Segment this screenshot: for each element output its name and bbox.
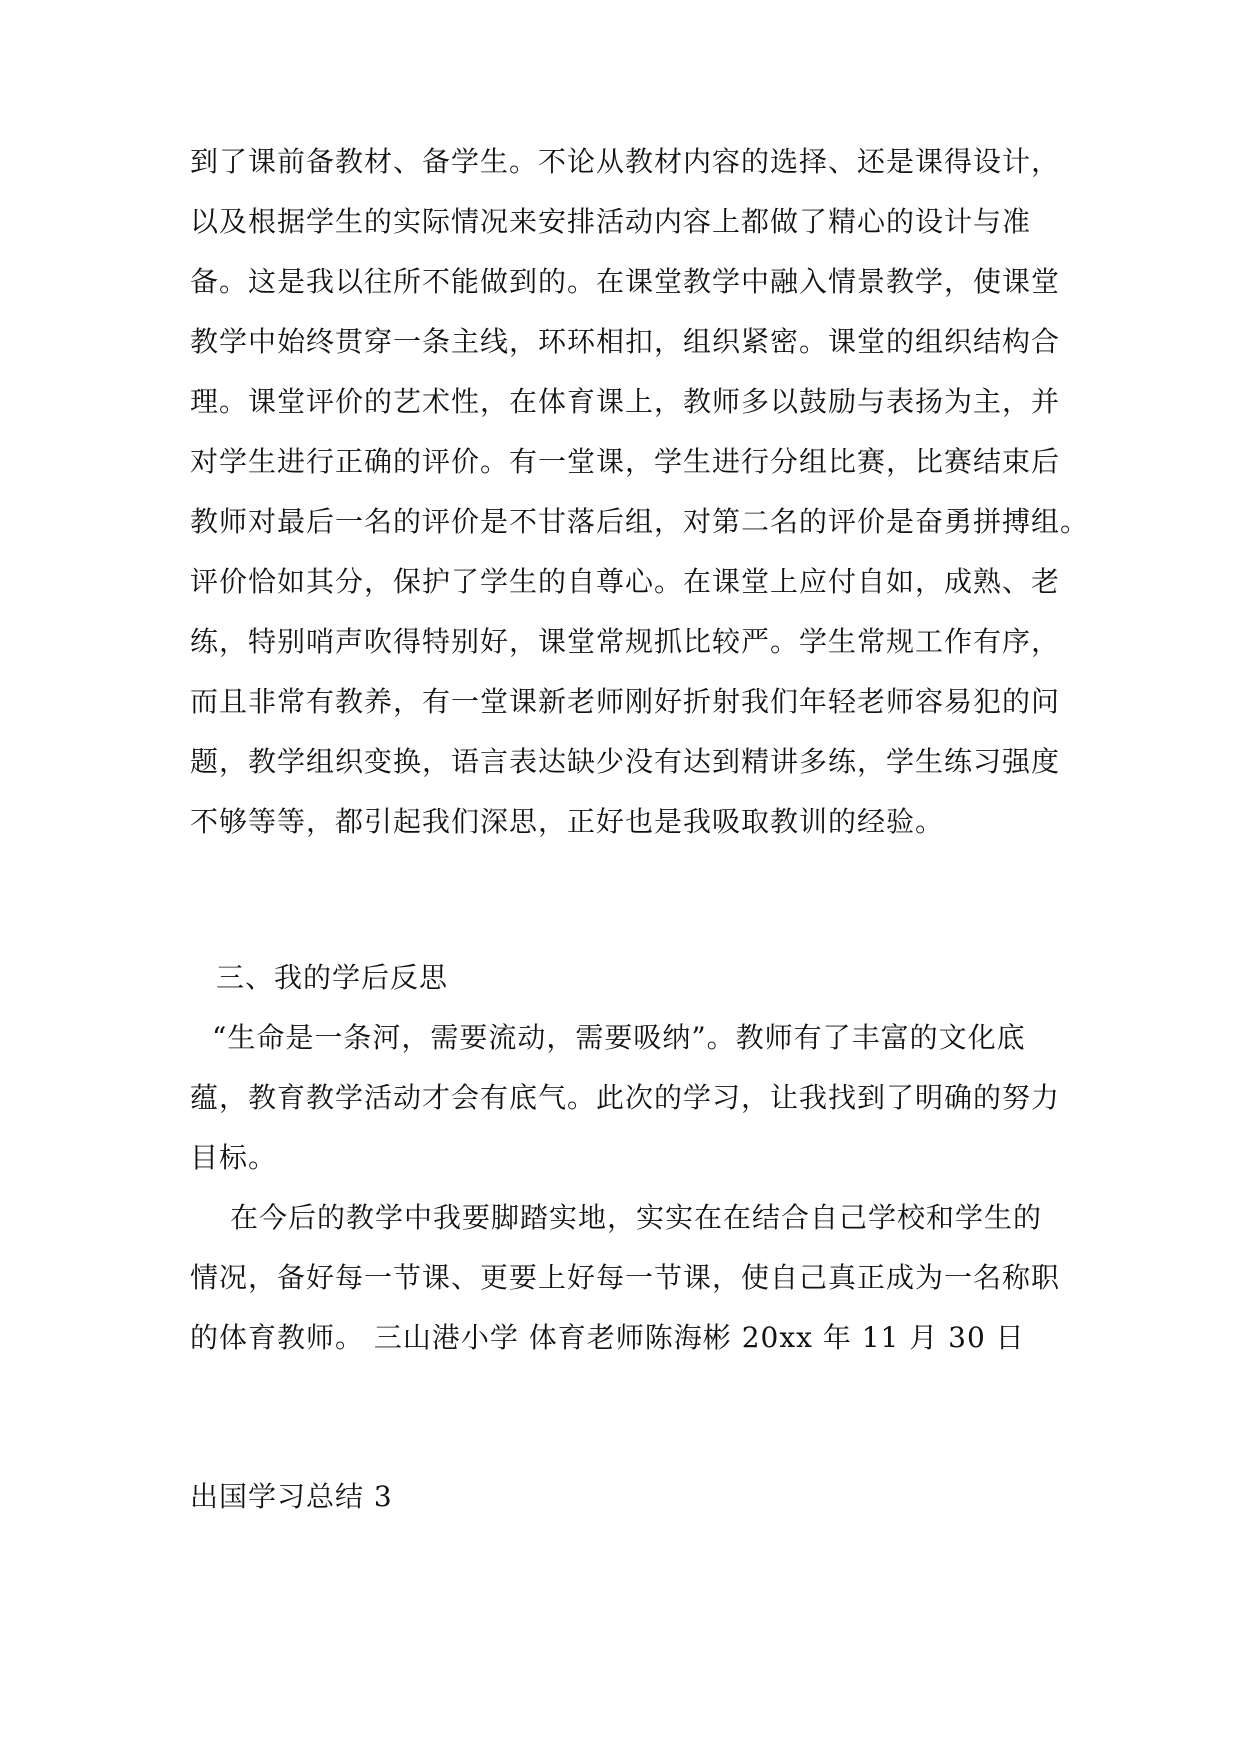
body-text-line: 教学中始终贯穿一条主线，环环相扣，组织紧密。课堂的组织结构合 [190,325,1061,358]
body-text-line: 蕴，教育教学活动才会有底气。此次的学习，让我找到了明确的努力 [190,1081,1061,1114]
body-text-line: 备。这是我以往所不能做到的。在课堂教学中融入情景教学，使课堂 [190,265,1061,298]
body-text-line: “生命是一条河，需要流动，需要吸纳”。教师有了丰富的文化底 [212,1021,1026,1054]
body-text-line: 情况，备好每一节课、更要上好每一节课，使自己真正成为一名称职 [190,1261,1061,1294]
body-text-line: 教师对最后一名的评价是不甘落后组，对第二名的评价是奋勇拼搏组。 [190,505,1090,538]
body-text-line: 到了课前备教材、备学生。不论从教材内容的选择、还是课得设计， [190,145,1061,178]
body-text-line: 对学生进行正确的评价。有一堂课，学生进行分组比赛，比赛结束后 [190,445,1061,478]
body-text-line: 在今后的教学中我要脚踏实地，实实在在结合自己学校和学生的 [230,1201,1043,1234]
signature-line: 的体育教师。 三山港小学 体育老师陈海彬 20xx 年 11 月 30 日 [190,1321,1025,1354]
body-text-line: 题，教学组织变换，语言表达缺少没有达到精讲多练，学生练习强度 [190,745,1061,778]
body-text-line: 练，特别哨声吹得特别好，课堂常规抓比较严。学生常规工作有序， [190,625,1061,658]
body-text-line: 不够等等，都引起我们深思，正好也是我吸取教训的经验。 [190,805,945,838]
next-section-title: 出国学习总结 3 [190,1480,393,1513]
body-text-line: 以及根据学生的实际情况来安排活动内容上都做了精心的设计与准 [190,205,1032,238]
section-heading: 三、我的学后反思 [216,961,449,994]
body-text-line: 评价恰如其分，保护了学生的自尊心。在课堂上应付自如，成熟、老 [190,565,1061,598]
body-text-line: 理。课堂评价的艺术性，在体育课上，教师多以鼓励与表扬为主，并 [190,385,1061,418]
body-text-line: 目标。 [190,1141,278,1174]
body-text-line: 而且非常有教养，有一堂课新老师刚好折射我们年轻老师容易犯的问 [190,685,1061,718]
